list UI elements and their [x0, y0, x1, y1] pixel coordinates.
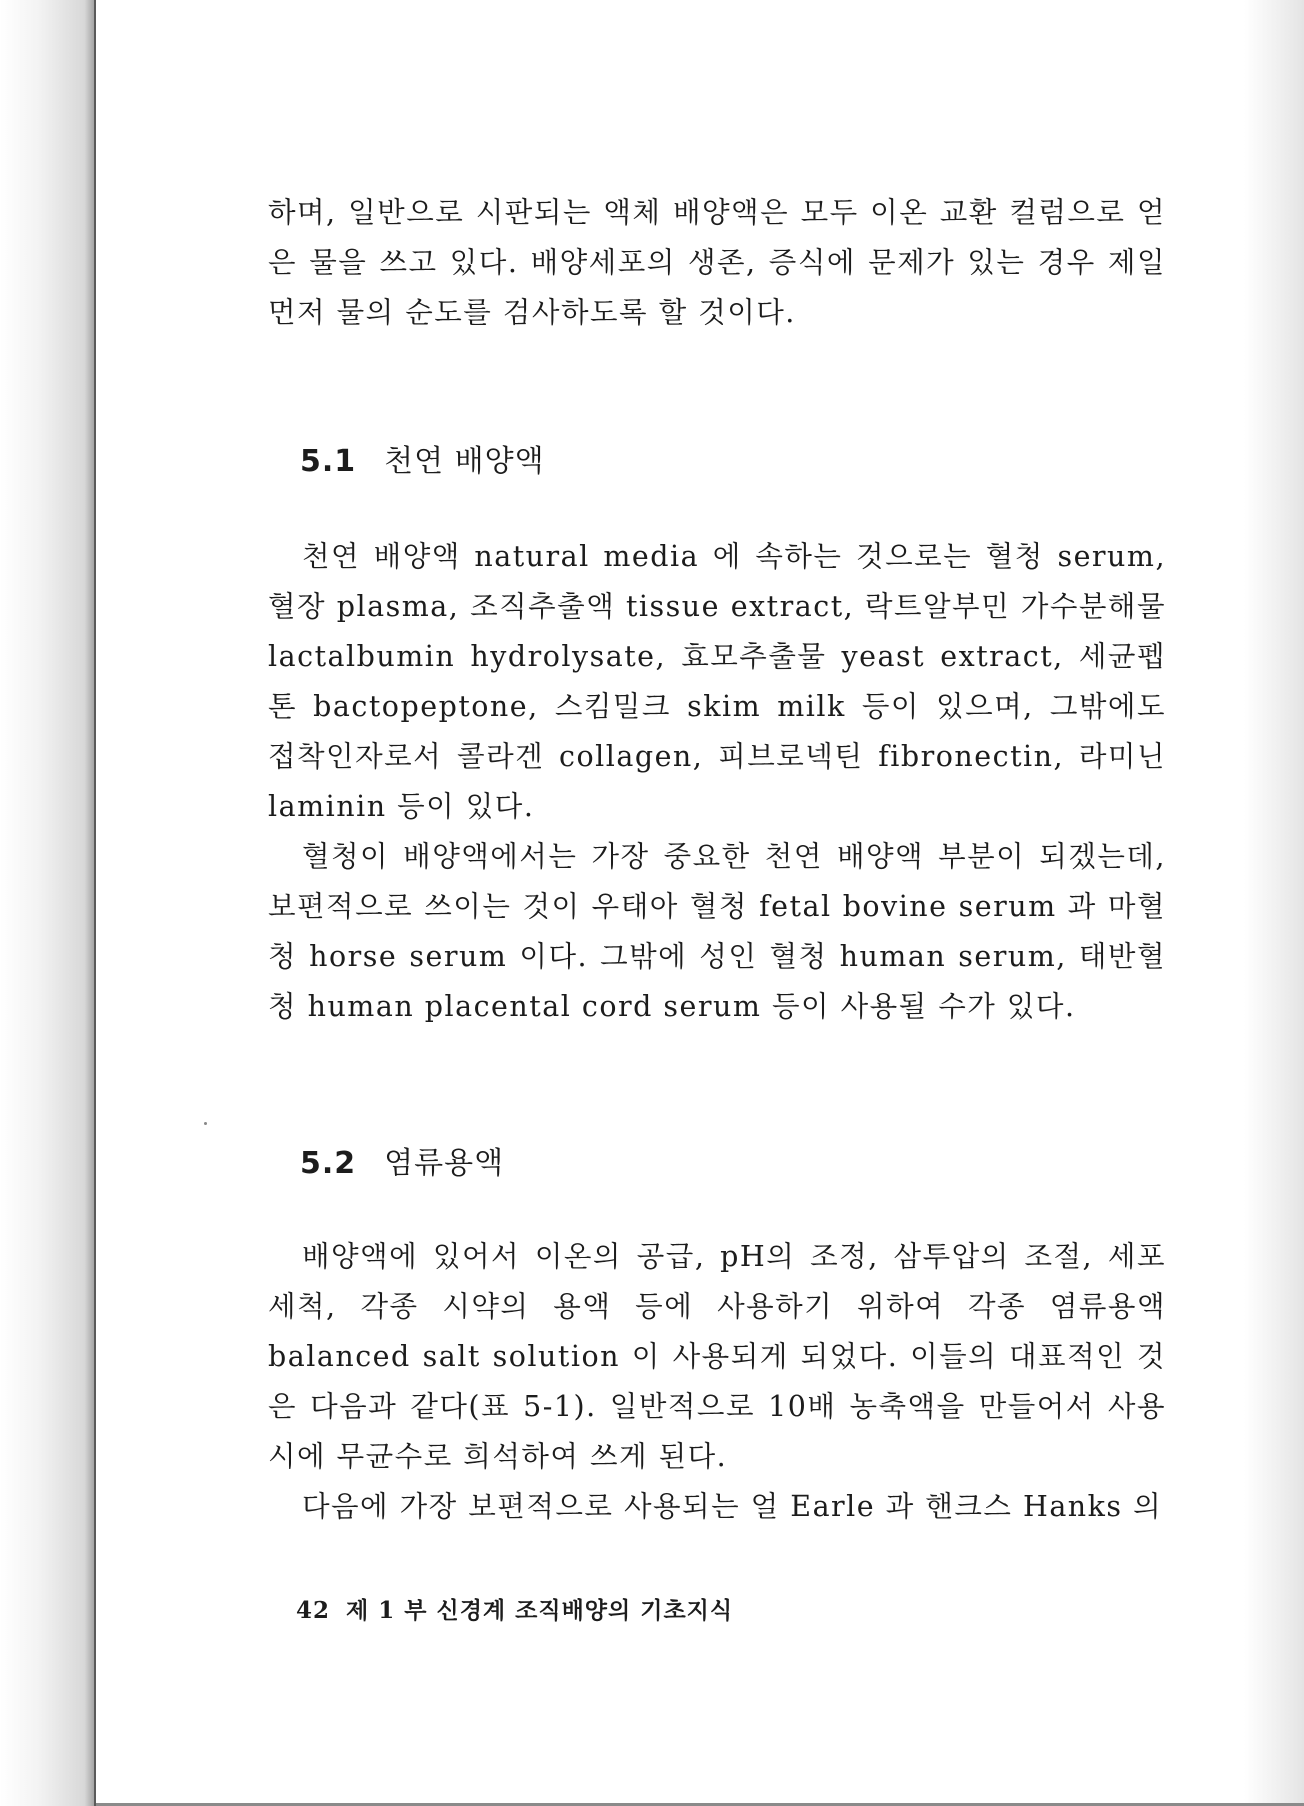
section-heading-5-1: [300, 436, 545, 480]
section-number: 5.2: [300, 1146, 357, 1181]
paragraph-serum: 혈청이 배양액에서는 가장 중요한 천연 배양액 부분이 되겠는데, 보편적으로 쓰이는 것이 우태아 혈청 fetal bovine serum 과 마혈청 horse serum 이다. 그밖에 성인 혈청 human serum, 태반혈청 human placental cord serum 등이 사용될 수가 있다.: [268, 840, 1166, 1023]
section-heading-5-2: [300, 1138, 504, 1182]
page-binding-shadow: [0, 0, 96, 1806]
page-binding-edge: [94, 0, 96, 1806]
section-number: 5.1: [300, 444, 357, 479]
page-number: 42: [296, 1597, 331, 1624]
paragraph-earle-hanks: 다음에 가장 보편적으로 사용되는 얼 Earle 과 핸크스 Hanks 의: [302, 1490, 1163, 1523]
paragraph-balanced-salt-solution: 배양액에 있어서 이온의 공급, pH의 조정, 삼투압의 조절, 세포 세척, 각종 시약의 용액 등에 사용하기 위하여 각종 염류용액 balanced salt solution 이 사용되게 되었다. 이들의 대표적인 것은 다음과 같다(표 5-1). 일반적으로 10배 농축액을 만들어서 사용시에 무균수로 희석하여 쓰게 된다.: [268, 1240, 1166, 1473]
paragraph-natural-media: 천연 배양액 natural media 에 속하는 것으로는 혈청 serum, 혈장 plasma, 조직추출액 tissue extract, 락트알부민 가수분해물 lactalbumin hydrolysate, 효모추출물 yeast extract, 세균펩톤 bactopeptone, 스킴밀크 skim milk 등이 있으며, 그밖에도 접착인자로서 콜라겐 collagen, 피브로넥틴 fibronectin, 라미닌 laminin 등이 있다.: [268, 540, 1166, 823]
section-title: 천연 배양액: [384, 444, 545, 479]
section-title: 염류용액: [384, 1146, 505, 1181]
page-right-edge: [1244, 0, 1304, 1806]
continuation-paragraph: 하며, 일반으로 시판되는 액체 배양액은 모두 이온 교환 컬럼으로 얻은 물을 쓰고 있다. 배양세포의 생존, 증식에 문제가 있는 경우 제일 먼저 물의 순도를 검사하도록 할 것이다.: [268, 196, 1166, 329]
scan-speck: [204, 1122, 207, 1125]
page-footer: [296, 1592, 733, 1625]
running-title: 제 1 부 신경계 조직배양의 기초지식: [346, 1597, 734, 1624]
